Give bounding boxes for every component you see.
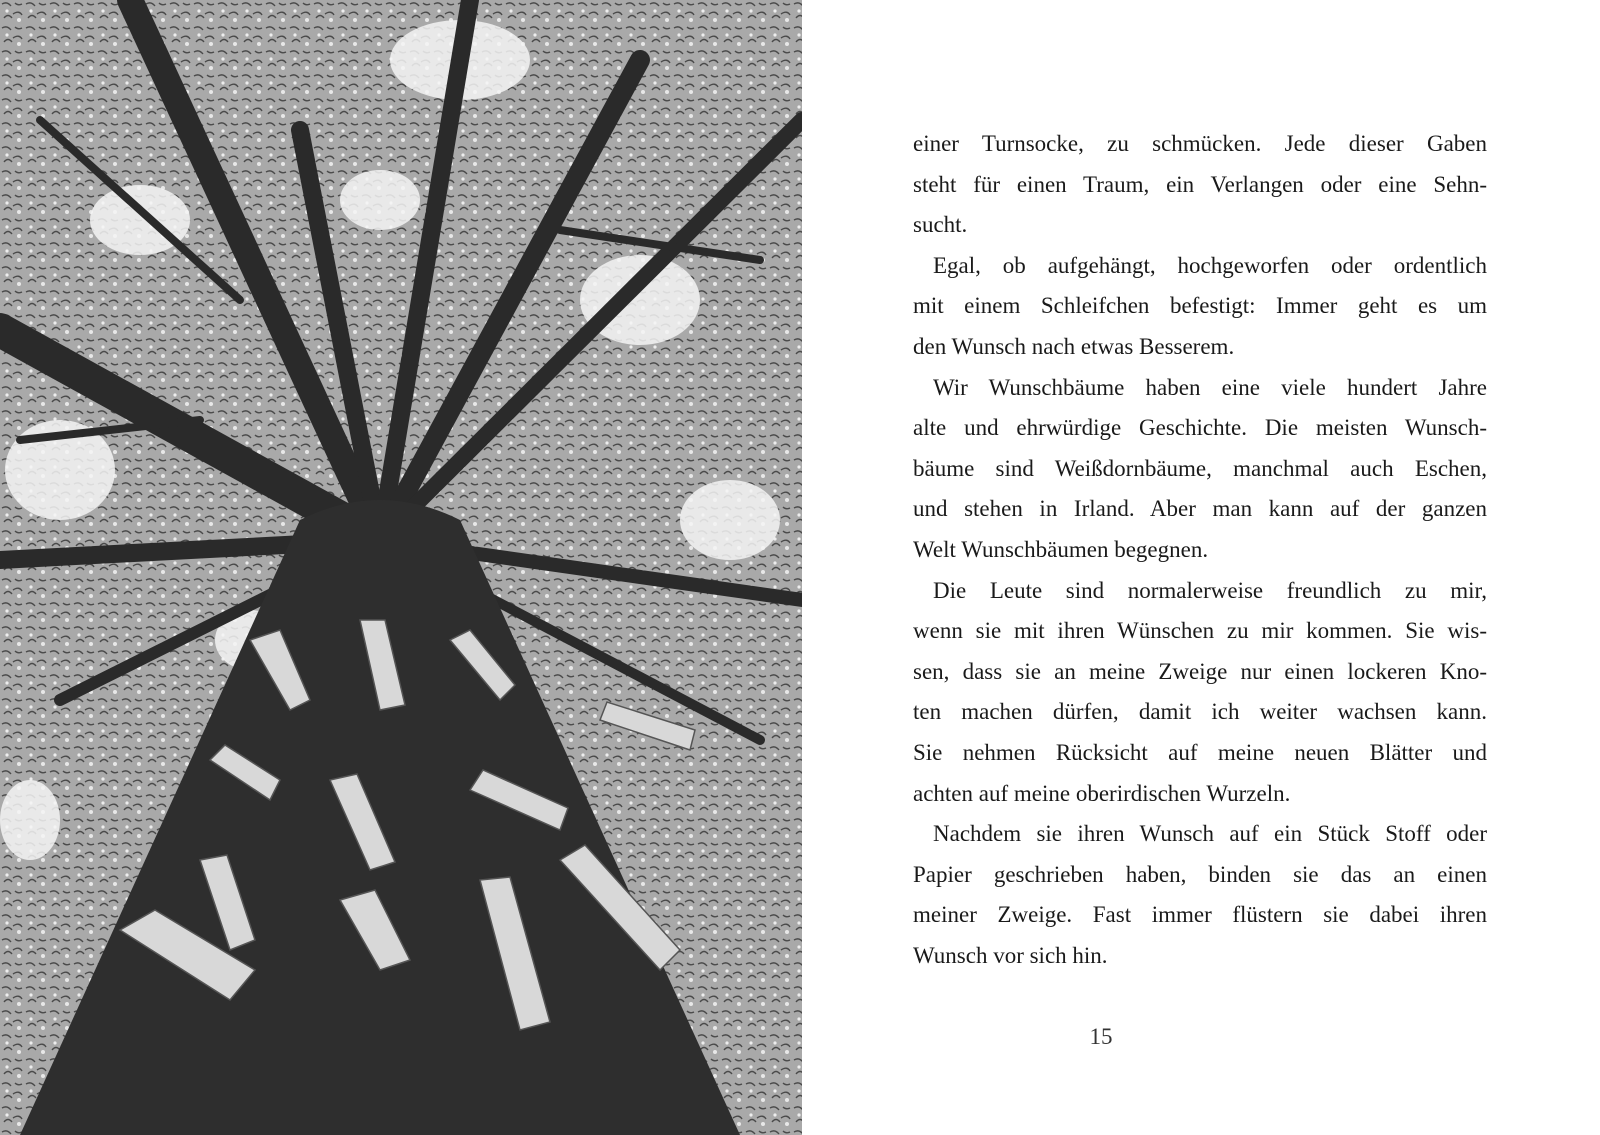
text-line: alte und ehrwürdige Geschichte. Die meisten Wunsch-: [913, 415, 1487, 441]
text-line: Wir Wunschbäume haben eine viele hundert Jahre: [933, 374, 1487, 400]
paragraph: [913, 814, 1487, 976]
paragraph: [913, 571, 1487, 815]
text-line: Wunsch vor sich hin.: [913, 942, 1108, 968]
text-line: wenn sie mit ihren Wünschen zu mir kommen. Sie wis-: [913, 618, 1487, 644]
paragraph: [913, 246, 1487, 368]
text-line: sucht.: [913, 212, 968, 238]
text-line: einer Turnsocke, zu schmücken. Jede dieser Gaben: [913, 131, 1487, 156]
text-line: meiner Zweige. Fast immer flüstern sie dabei ihren: [913, 902, 1487, 928]
paragraph: [913, 368, 1487, 571]
text-line: achten auf meine oberirdischen Wurzeln.: [913, 780, 1291, 806]
text-line: steht für einen Traum, ein Verlangen oder eine Sehn-: [913, 171, 1487, 197]
text-line: ten machen dürfen, damit ich weiter wachsen kann.: [913, 699, 1487, 725]
text-line: mit einem Schleifchen befestigt: Immer geht es um: [913, 293, 1487, 319]
text-line: Die Leute sind normalerweise freundlich zu mir,: [933, 577, 1487, 603]
body-text: [913, 124, 1487, 976]
text-line: Nachdem sie ihren Wunsch auf ein Stück Stoff oder: [933, 821, 1487, 847]
text-line: bäume sind Weißdornbäume, manchmal auch Eschen,: [913, 455, 1487, 481]
text-line: Sie nehmen Rücksicht auf meine neuen Blätter und: [913, 739, 1487, 765]
text-line: Egal, ob aufgehängt, hochgeworfen oder ordentlich: [933, 252, 1487, 278]
text-line: den Wunsch nach etwas Besserem.: [913, 333, 1235, 359]
text-line: Welt Wunschbäumen begegnen.: [913, 536, 1209, 562]
text-page: [802, 0, 1600, 1135]
text-line: sen, dass sie an meine Zweige nur einen lockeren Kno-: [913, 658, 1487, 684]
page-number: 15: [1089, 1024, 1113, 1049]
text-line: Papier geschrieben haben, binden sie das an einen: [913, 861, 1487, 887]
text-line: und stehen in Irland. Aber man kann auf der ganzen: [913, 496, 1487, 522]
paragraph: [913, 124, 1487, 246]
